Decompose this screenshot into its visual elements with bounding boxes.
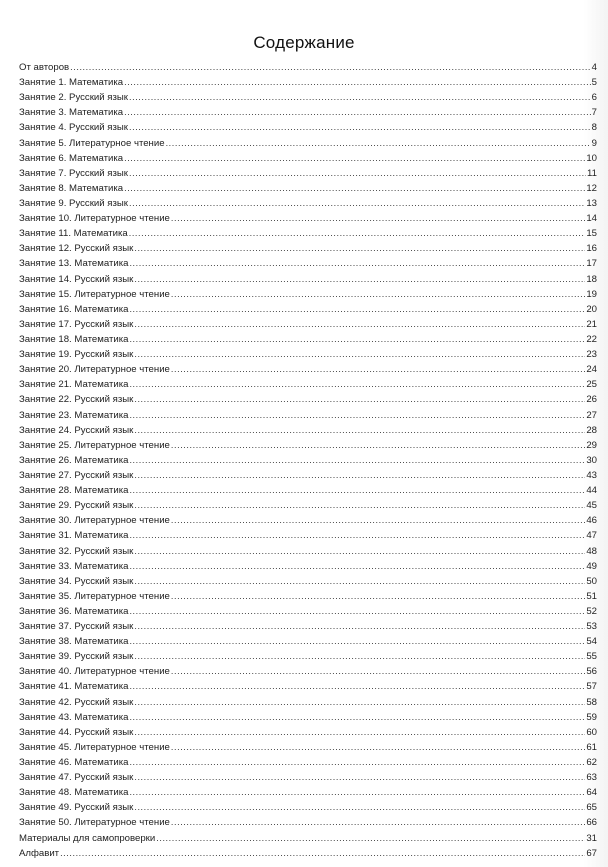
toc-entry-label: Занятие 40. Литературное чтение <box>19 666 170 678</box>
toc-entry-page-number: 24 <box>586 364 597 376</box>
toc-entry <box>19 136 597 151</box>
toc-entry-label: От авторов <box>19 62 70 73</box>
toc-entry <box>19 241 597 256</box>
toc-entry <box>19 60 597 75</box>
toc-entry <box>19 559 597 574</box>
toc-dot-leader <box>129 785 585 800</box>
toc-entry-page-number: 62 <box>586 757 597 769</box>
toc-entry-page-number: 61 <box>586 741 597 753</box>
toc-entry <box>19 513 597 528</box>
toc-entry-label: Занятие 18. Математика <box>19 333 129 345</box>
toc-dot-leader <box>134 725 585 740</box>
toc-dot-leader <box>134 241 585 256</box>
toc-dot-leader <box>70 60 591 75</box>
toc-dot-leader <box>129 634 585 649</box>
toc-entry <box>19 831 597 846</box>
toc-entry <box>19 574 597 589</box>
toc-entry-page-number: 7 <box>591 107 597 119</box>
toc-dot-leader <box>171 211 585 226</box>
toc-entry-page-number: 9 <box>591 137 597 149</box>
toc-entry-label: Занятие 22. Русский язык <box>19 394 134 406</box>
toc-entry <box>19 196 597 211</box>
toc-dot-leader <box>129 679 585 694</box>
toc-entry-page-number: 48 <box>586 545 597 557</box>
toc-dot-leader <box>171 362 585 377</box>
toc-entry <box>19 664 597 679</box>
toc-entry-label: Занятие 4. Русский язык <box>19 122 128 134</box>
toc-entry-label: Занятие 46. Математика <box>19 757 129 769</box>
toc-entry-label: Занятие 35. Литературное чтение <box>19 590 170 602</box>
toc-entry-page-number: 21 <box>586 318 597 330</box>
toc-entry-page-number: 52 <box>586 605 597 617</box>
toc-entry <box>19 377 597 392</box>
toc-entry-label: Алфавит <box>19 847 60 859</box>
toc-entry-label: Занятие 3. Математика <box>19 107 124 119</box>
toc-entry-page-number: 6 <box>591 92 597 104</box>
toc-dot-leader <box>129 332 585 347</box>
toc-dot-leader <box>134 649 585 664</box>
toc-dot-leader <box>171 740 585 755</box>
toc-entry-label: Занятие 5. Литературное чтение <box>19 137 165 149</box>
toc-entry-page-number: 67 <box>586 847 597 859</box>
toc-entry-label: Занятие 11. Математика <box>19 228 128 240</box>
toc-entry-label: Занятие 25. Литературное чтение <box>19 439 170 451</box>
toc-entry-label: Занятие 12. Русский язык <box>19 243 134 255</box>
toc-entry-page-number: 65 <box>586 802 597 814</box>
toc-entry <box>19 256 597 271</box>
toc-dot-leader <box>129 256 585 271</box>
toc-entry-label: Занятие 32. Русский язык <box>19 545 134 557</box>
toc-entry-page-number: 28 <box>586 424 597 436</box>
toc-entry-page-number: 13 <box>586 197 597 209</box>
toc-dot-leader <box>129 226 586 241</box>
toc-dot-leader <box>134 498 585 513</box>
toc-entry-page-number: 22 <box>586 333 597 345</box>
toc-entry <box>19 453 597 468</box>
toc-entry <box>19 619 597 634</box>
toc-entry-label: Занятие 42. Русский язык <box>19 696 134 708</box>
toc-entry <box>19 211 597 226</box>
toc-entry <box>19 181 597 196</box>
toc-entry <box>19 347 597 362</box>
toc-dot-leader <box>129 196 585 211</box>
toc-entry-page-number: 10 <box>586 152 597 164</box>
toc-entry <box>19 604 597 619</box>
toc-entry <box>19 151 597 166</box>
toc-entry-label: Занятие 14. Русский язык <box>19 273 134 285</box>
toc-dot-leader <box>171 664 585 679</box>
toc-entry-label: Занятие 26. Математика <box>19 454 129 466</box>
toc-entry-label: Занятие 20. Литературное чтение <box>19 364 170 376</box>
toc-entry <box>19 90 597 105</box>
toc-entry <box>19 468 597 483</box>
toc-entry <box>19 166 597 181</box>
toc-entry-label: Занятие 44. Русский язык <box>19 726 134 738</box>
toc-dot-leader <box>134 317 585 332</box>
toc-entry-page-number: 57 <box>586 681 597 693</box>
toc-entry <box>19 544 597 559</box>
toc-entry <box>19 317 597 332</box>
toc-entry-label: Занятие 13. Математика <box>19 258 129 270</box>
toc-entry-page-number: 66 <box>586 817 597 829</box>
toc-entry-label: Занятие 37. Русский язык <box>19 621 134 633</box>
toc-entry-page-number: 51 <box>586 590 597 602</box>
toc-entry <box>19 120 597 135</box>
toc-entry-page-number: 18 <box>586 273 597 285</box>
toc-entry-label: Занятие 36. Математика <box>19 605 129 617</box>
toc-dot-leader <box>134 695 585 710</box>
toc-entry-page-number: 15 <box>586 228 597 240</box>
toc-entry-label: Занятие 50. Литературное чтение <box>19 817 170 829</box>
toc-entry-page-number: 12 <box>586 182 597 194</box>
toc-entry-page-number: 60 <box>586 726 597 738</box>
toc-entry-page-number: 46 <box>586 515 597 527</box>
toc-entry <box>19 695 597 710</box>
toc-dot-leader <box>129 302 585 317</box>
toc-entry-label: Занятие 48. Математика <box>19 787 129 799</box>
toc-entry-label: Занятие 9. Русский язык <box>19 197 128 209</box>
toc-dot-leader <box>134 544 585 559</box>
toc-entry <box>19 438 597 453</box>
toc-entry-page-number: 26 <box>586 394 597 406</box>
toc-entry <box>19 649 597 664</box>
toc-entry-page-number: 11 <box>587 167 597 179</box>
toc-entry <box>19 740 597 755</box>
toc-entry-page-number: 53 <box>586 621 597 633</box>
toc-entry <box>19 362 597 377</box>
toc-entry <box>19 634 597 649</box>
toc-entry-label: Занятие 2. Русский язык <box>19 92 128 104</box>
page-title: Содержание <box>253 33 355 52</box>
toc-entry-page-number: 5 <box>591 77 597 89</box>
toc-entry-page-number: 54 <box>586 636 597 648</box>
toc-dot-leader <box>129 528 585 543</box>
toc-entry-label: Занятие 29. Русский язык <box>19 500 134 512</box>
toc-dot-leader <box>129 120 591 135</box>
toc-entry-label: Занятие 45. Литературное чтение <box>19 741 170 753</box>
toc-entry-label: Занятие 28. Математика <box>19 485 129 497</box>
toc-dot-leader <box>129 90 591 105</box>
toc-dot-leader <box>134 800 585 815</box>
toc-entry-label: Занятие 34. Русский язык <box>19 575 134 587</box>
toc-dot-leader <box>171 513 585 528</box>
toc-entry-page-number: 58 <box>586 696 597 708</box>
toc-entry-label: Занятие 43. Математика <box>19 711 129 723</box>
toc-entry-page-number: 43 <box>586 469 597 481</box>
toc-dot-leader <box>134 272 585 287</box>
toc-dot-leader <box>129 408 585 423</box>
toc-entry-page-number: 50 <box>586 575 597 587</box>
toc-entry-page-number: 17 <box>586 258 597 270</box>
toc-dot-leader <box>166 136 591 151</box>
toc-dot-leader <box>129 453 585 468</box>
toc-entry-label: Занятие 39. Русский язык <box>19 651 134 663</box>
toc-entry-page-number: 56 <box>586 666 597 678</box>
toc-dot-leader <box>134 392 585 407</box>
toc-entry-label: Занятие 38. Математика <box>19 636 129 648</box>
toc-entry <box>19 75 597 90</box>
toc-entry-page-number: 64 <box>586 787 597 799</box>
toc-entry-page-number: 25 <box>586 379 597 391</box>
toc-entry <box>19 679 597 694</box>
toc-entry <box>19 785 597 800</box>
toc-dot-leader <box>156 831 585 846</box>
toc-entry <box>19 770 597 785</box>
toc-entry-label: Занятие 8. Математика <box>19 182 124 194</box>
toc-entry-page-number: 47 <box>586 530 597 542</box>
toc-dot-leader <box>124 105 591 120</box>
toc-entry-page-number: 29 <box>586 439 597 451</box>
toc-entry-label: Занятие 31. Математика <box>19 530 129 542</box>
toc-entry-label: Занятие 30. Литературное чтение <box>19 515 170 527</box>
toc-dot-leader <box>129 166 586 181</box>
toc-entry <box>19 302 597 317</box>
toc-dot-leader <box>134 423 585 438</box>
toc-entry-page-number: 55 <box>586 651 597 663</box>
toc-entry-page-number: 27 <box>586 409 597 421</box>
toc-dot-leader <box>124 181 585 196</box>
toc-entry-label: Занятие 10. Литературное чтение <box>19 213 170 225</box>
toc-dot-leader <box>134 619 585 634</box>
toc-entry-label: Занятие 27. Русский язык <box>19 469 134 481</box>
toc-entry-label: Занятие 6. Математика <box>19 152 124 164</box>
toc-entry-page-number: 16 <box>586 243 597 255</box>
toc-entry-label: Занятие 23. Математика <box>19 409 129 421</box>
toc-entry-page-number: 31 <box>586 832 597 844</box>
toc-dot-leader <box>134 347 585 362</box>
toc-entry-label: Занятие 1. Математика <box>19 77 124 89</box>
toc-entry <box>19 755 597 770</box>
toc-entry-label: Материалы для самопроверки <box>19 832 156 844</box>
toc-dot-leader <box>129 604 585 619</box>
toc-entry-page-number: 4 <box>591 62 597 73</box>
toc-entry <box>19 725 597 740</box>
toc-entry-label: Занятие 33. Математика <box>19 560 129 572</box>
toc-dot-leader <box>134 574 585 589</box>
toc-entry-label: Занятие 24. Русский язык <box>19 424 134 436</box>
toc-entry-page-number: 45 <box>586 500 597 512</box>
toc-dot-leader <box>134 770 585 785</box>
toc-dot-leader <box>124 151 585 166</box>
toc-entry-page-number: 20 <box>586 303 597 315</box>
toc-entry <box>19 800 597 815</box>
toc-entry-label: Занятие 17. Русский язык <box>19 318 134 330</box>
toc-entry <box>19 528 597 543</box>
toc-entry <box>19 815 597 830</box>
toc-dot-leader <box>171 589 585 604</box>
toc-entry <box>19 423 597 438</box>
toc-entry-label: Занятие 7. Русский язык <box>19 167 128 179</box>
toc-dot-leader <box>124 75 591 90</box>
toc-dot-leader <box>129 755 585 770</box>
toc-entry-page-number: 44 <box>586 485 597 497</box>
toc-entry-label: Занятие 15. Литературное чтение <box>19 288 170 300</box>
toc-entry-page-number: 23 <box>586 349 597 361</box>
toc-entry <box>19 272 597 287</box>
toc-entry-page-number: 63 <box>586 772 597 784</box>
toc-entry-label: Занятие 49. Русский язык <box>19 802 134 814</box>
toc-dot-leader <box>171 287 585 302</box>
toc-entry-page-number: 19 <box>586 288 597 300</box>
toc-entry <box>19 287 597 302</box>
toc-dot-leader <box>171 438 585 453</box>
toc-entry-page-number: 8 <box>591 122 597 134</box>
toc-entry <box>19 226 597 241</box>
toc-dot-leader <box>129 559 585 574</box>
toc-entry-page-number: 49 <box>586 560 597 572</box>
table-of-contents <box>19 60 597 861</box>
toc-entry <box>19 710 597 725</box>
toc-entry-page-number: 14 <box>586 213 597 225</box>
toc-entry <box>19 498 597 513</box>
toc-dot-leader <box>60 846 585 861</box>
toc-entry <box>19 105 597 120</box>
toc-entry-label: Занятие 47. Русский язык <box>19 772 134 784</box>
toc-dot-leader <box>134 468 585 483</box>
toc-entry <box>19 332 597 347</box>
toc-entry-page-number: 59 <box>586 711 597 723</box>
toc-dot-leader <box>129 483 585 498</box>
toc-entry <box>19 589 597 604</box>
toc-entry <box>19 483 597 498</box>
toc-dot-leader <box>129 377 585 392</box>
toc-entry <box>19 392 597 407</box>
toc-entry-page-number: 30 <box>586 454 597 466</box>
toc-entry-label: Занятие 41. Математика <box>19 681 129 693</box>
toc-entry <box>19 408 597 423</box>
toc-dot-leader <box>171 815 585 830</box>
toc-entry-label: Занятие 21. Математика <box>19 379 129 391</box>
toc-entry <box>19 846 597 861</box>
toc-entry-label: Занятие 19. Русский язык <box>19 349 134 361</box>
toc-entry-label: Занятие 16. Математика <box>19 303 129 315</box>
toc-dot-leader <box>129 710 585 725</box>
